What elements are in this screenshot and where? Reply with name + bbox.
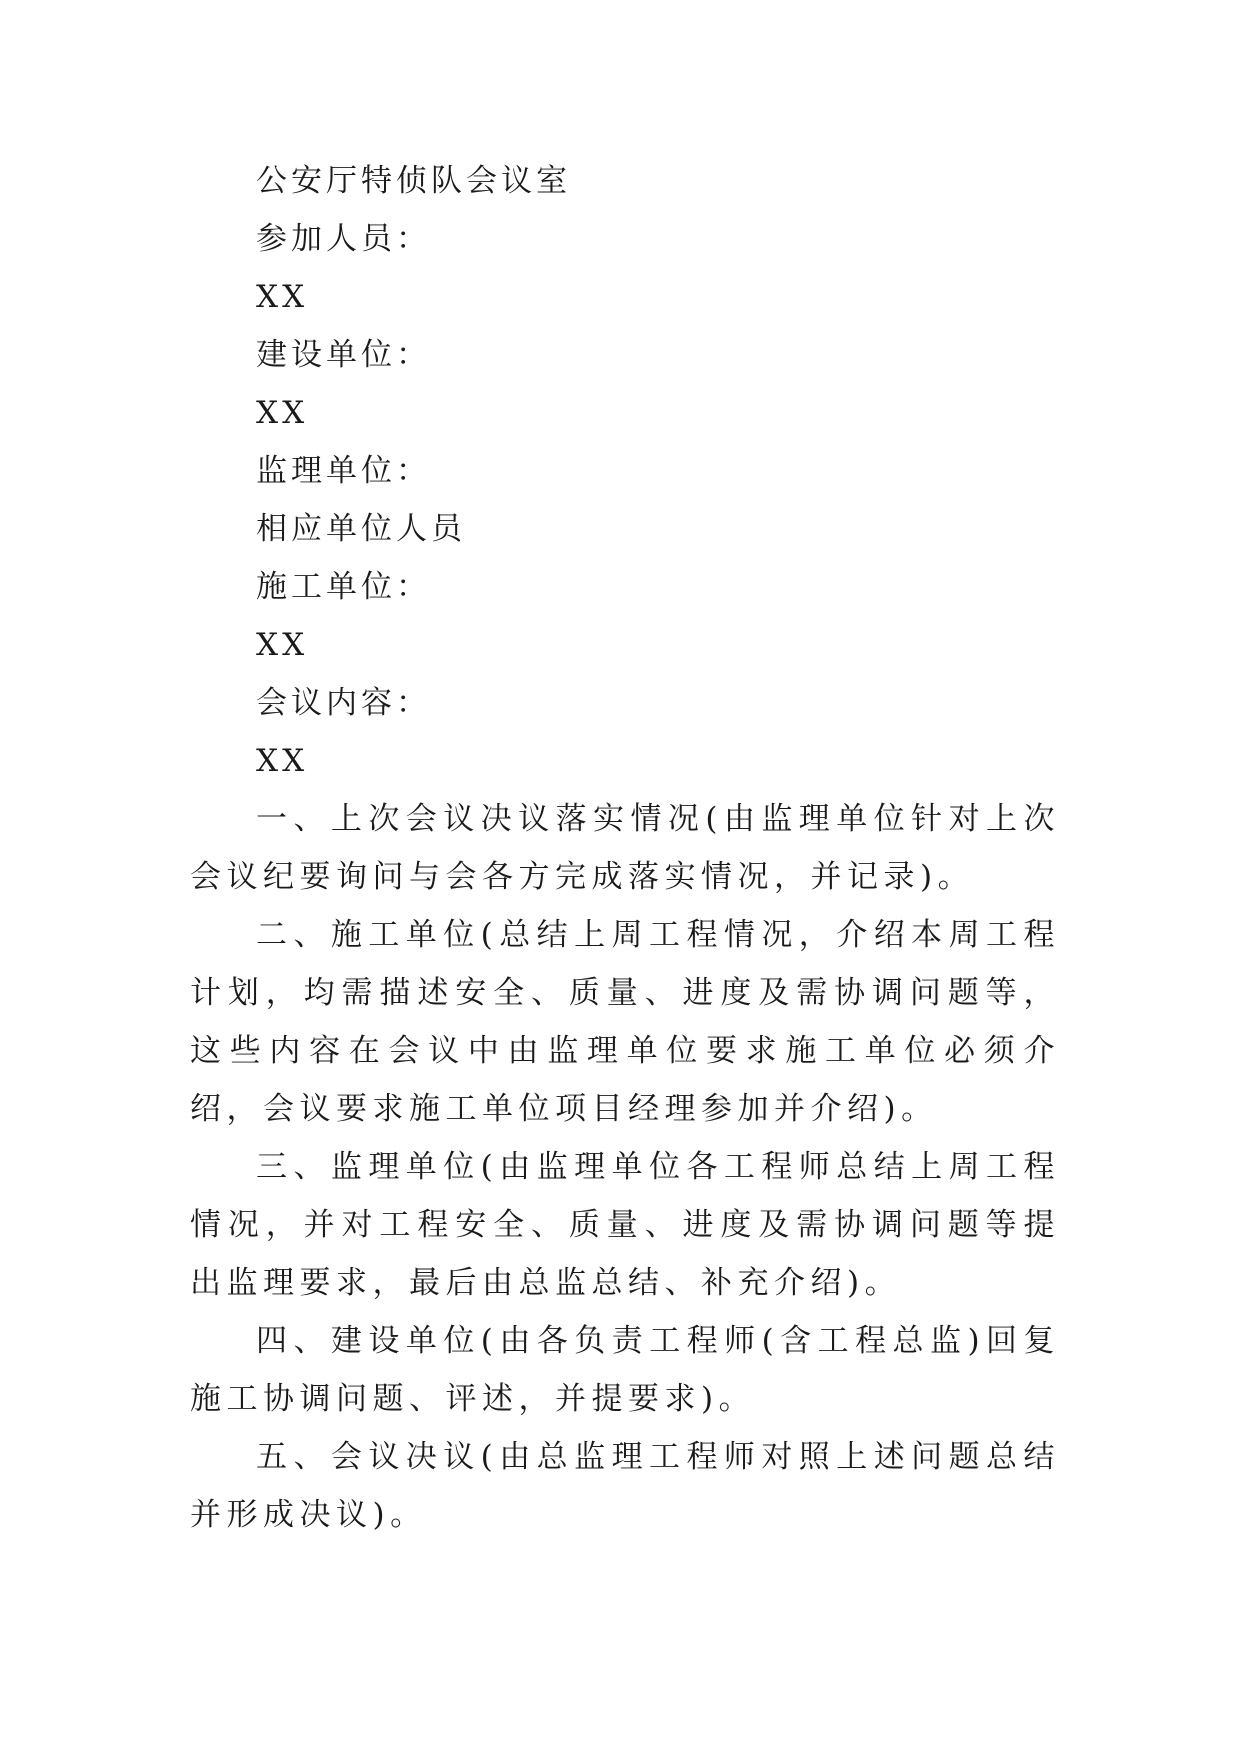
supervision-unit-label: 监理单位： (256, 453, 431, 489)
meeting-content-label: 会议内容： (256, 685, 431, 721)
owner-unit-label: 建设单位： (256, 337, 431, 373)
agenda-item-4: 四、建设单位(由各负责工程师(含工程总监)回复施工协调问题、评述，并提要求)。 (190, 1323, 1060, 1417)
agenda-item-2: 二、施工单位(总结上周工程情况，介绍本周工程计划，均需描述安全、质量、进度及需协调问题等，这些内容在会议中由监理单位要求施工单位必须介绍，会议要求施工单位项目经理参加并介绍)。 (190, 917, 1060, 1127)
meeting-content-value: XX (256, 743, 309, 779)
construction-unit-value: XX (256, 627, 309, 663)
attendees-value: XX (256, 279, 309, 315)
supervision-unit-value: 相应单位人员 (256, 511, 466, 547)
meeting-location: 公安厅特侦队会议室 (256, 163, 571, 199)
agenda-item-1: 一、上次会议决议落实情况(由监理单位针对上次会议纪要询问与会各方完成落实情况，并记录)。 (190, 801, 1060, 895)
document-body (190, 152, 1060, 1544)
owner-unit-value: XX (256, 395, 309, 431)
agenda-item-5: 五、会议决议(由总监理工程师对照上述问题总结并形成决议)。 (190, 1439, 1060, 1533)
agenda-item-3: 三、监理单位(由监理单位各工程师总结上周工程情况，并对工程安全、质量、进度及需协调问题等提出监理要求，最后由总监总结、补充介绍)。 (190, 1149, 1060, 1301)
construction-unit-label: 施工单位： (256, 569, 431, 605)
attendees-label: 参加人员： (256, 221, 431, 257)
